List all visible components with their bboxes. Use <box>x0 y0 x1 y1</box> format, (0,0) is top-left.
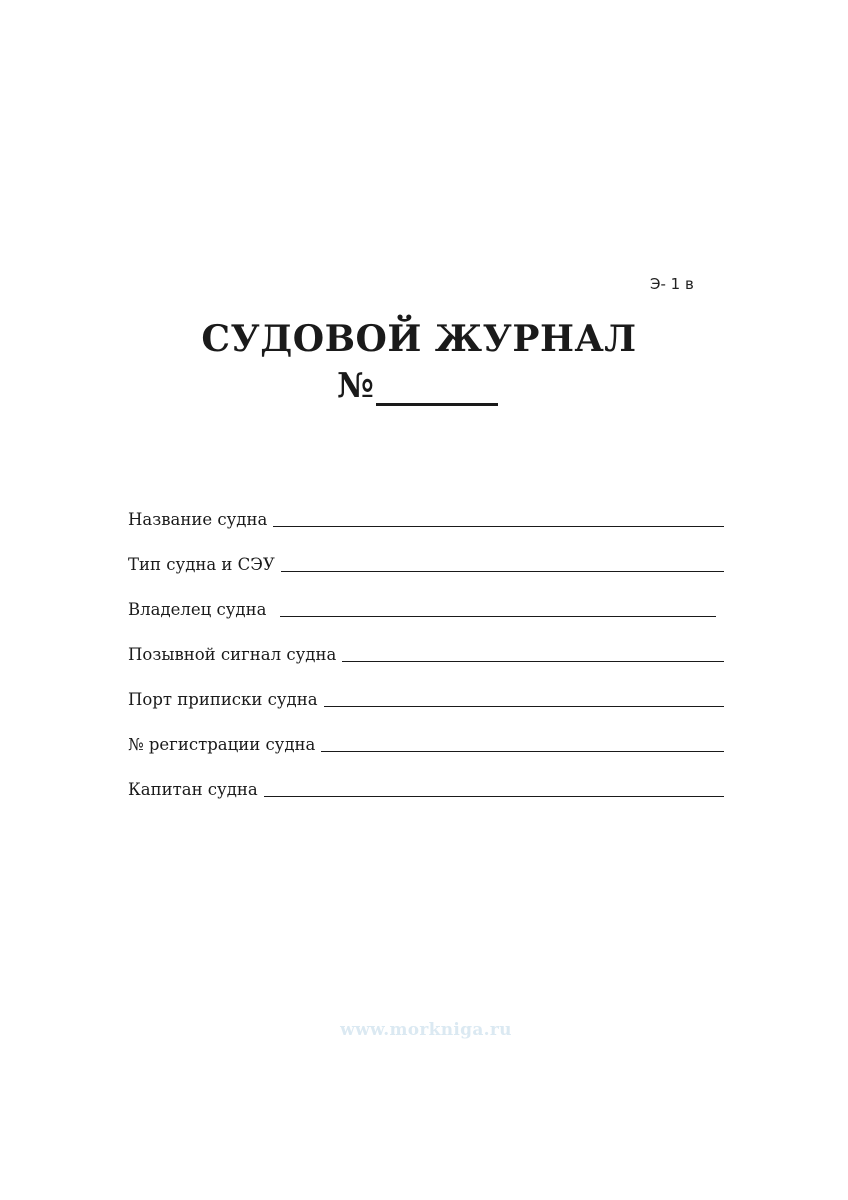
field-call-sign <box>128 623 724 668</box>
field-blank-line[interactable] <box>342 641 724 662</box>
number-sign: № <box>337 366 374 406</box>
field-home-port <box>128 668 724 713</box>
field-label: Название судна <box>128 510 268 529</box>
field-vessel-name <box>128 488 724 533</box>
field-blank-line[interactable] <box>324 686 724 707</box>
form-code: Э- 1 в <box>650 275 694 293</box>
field-label: Тип судна и СЭУ <box>128 555 275 574</box>
field-blank-line[interactable] <box>321 731 724 752</box>
field-label: Порт приписки судна <box>128 690 318 709</box>
field-registration-number <box>128 713 724 758</box>
watermark <box>0 1020 848 1040</box>
field-label: Позывной сигнал судна <box>128 645 337 664</box>
field-blank-line[interactable] <box>281 551 724 572</box>
journal-number <box>337 366 498 406</box>
field-label: Капитан судна <box>128 780 258 799</box>
field-label: Владелец судна <box>128 600 267 619</box>
field-vessel-type <box>128 533 724 578</box>
field-blank-line[interactable] <box>273 506 724 527</box>
field-vessel-owner <box>128 578 724 623</box>
form-fields <box>128 488 724 803</box>
watermark-text: www.morkniga.ru <box>340 1020 512 1040</box>
document-title <box>0 318 848 360</box>
field-captain <box>128 758 724 803</box>
field-label: № регистрации судна <box>128 735 316 754</box>
number-blank-line[interactable] <box>376 367 498 406</box>
field-blank-line[interactable] <box>280 596 716 617</box>
field-blank-line[interactable] <box>264 776 724 797</box>
document-title-text: СУДОВОЙ ЖУРНАЛ <box>201 318 637 360</box>
